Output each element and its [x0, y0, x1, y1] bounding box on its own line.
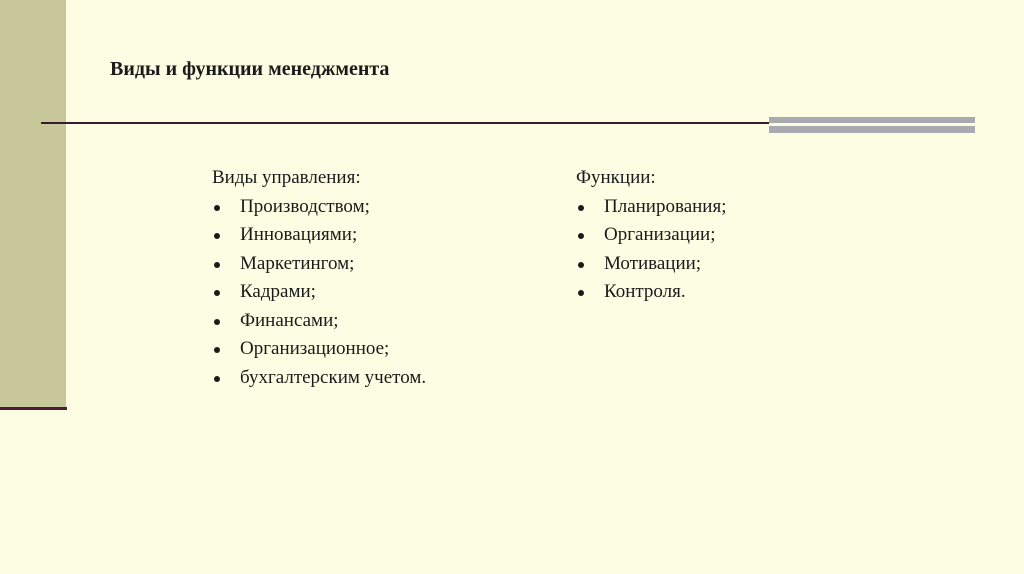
list-item-label: Мотивации;	[604, 252, 702, 274]
list-item	[576, 193, 726, 222]
title-underline-accent	[769, 117, 975, 133]
accent-band-top	[769, 117, 975, 123]
management-types-heading: Виды управления:	[212, 167, 361, 188]
list-item-label: Контроля.	[604, 281, 686, 302]
management-functions-heading: Функции:	[576, 167, 656, 188]
list-item	[576, 278, 726, 307]
list-item	[212, 221, 426, 250]
sidebar-decoration	[0, 0, 66, 407]
list-item-label: Организационное;	[240, 338, 390, 359]
management-functions-list	[576, 193, 726, 307]
list-item-label: бухгалтерским учетом.	[240, 366, 427, 388]
bullet-icon	[578, 233, 584, 239]
bullet-icon	[214, 233, 220, 239]
list-item-label: Маркетингом;	[240, 252, 355, 274]
slide-title: Виды и функции менеджмента	[110, 58, 390, 80]
accent-band-bottom	[769, 126, 975, 133]
list-item-label: Организации;	[604, 224, 716, 245]
list-item	[576, 250, 726, 279]
sidebar-rule	[0, 407, 67, 410]
bullet-icon	[578, 205, 584, 211]
list-item-label: Планирования;	[604, 195, 727, 217]
bullet-icon	[214, 290, 220, 296]
list-item-label: Кадрами;	[240, 281, 316, 302]
list-item	[212, 364, 426, 393]
list-item	[212, 193, 426, 222]
bullet-icon	[214, 319, 220, 325]
list-item	[212, 278, 426, 307]
list-item-label: Производством;	[240, 195, 370, 217]
management-functions-column	[576, 164, 726, 307]
list-item	[212, 307, 426, 336]
management-types-column	[212, 164, 426, 392]
list-item	[212, 250, 426, 279]
bullet-icon	[214, 262, 220, 268]
title-underline	[41, 122, 769, 124]
bullet-icon	[578, 290, 584, 296]
bullet-icon	[214, 376, 220, 382]
bullet-icon	[214, 347, 220, 353]
list-item	[212, 335, 426, 364]
list-item-label: Финансами;	[240, 309, 339, 331]
management-types-list	[212, 193, 426, 393]
bullet-icon	[578, 262, 584, 268]
list-item	[576, 221, 726, 250]
list-item-label: Инновациями;	[240, 224, 358, 245]
bullet-icon	[214, 205, 220, 211]
